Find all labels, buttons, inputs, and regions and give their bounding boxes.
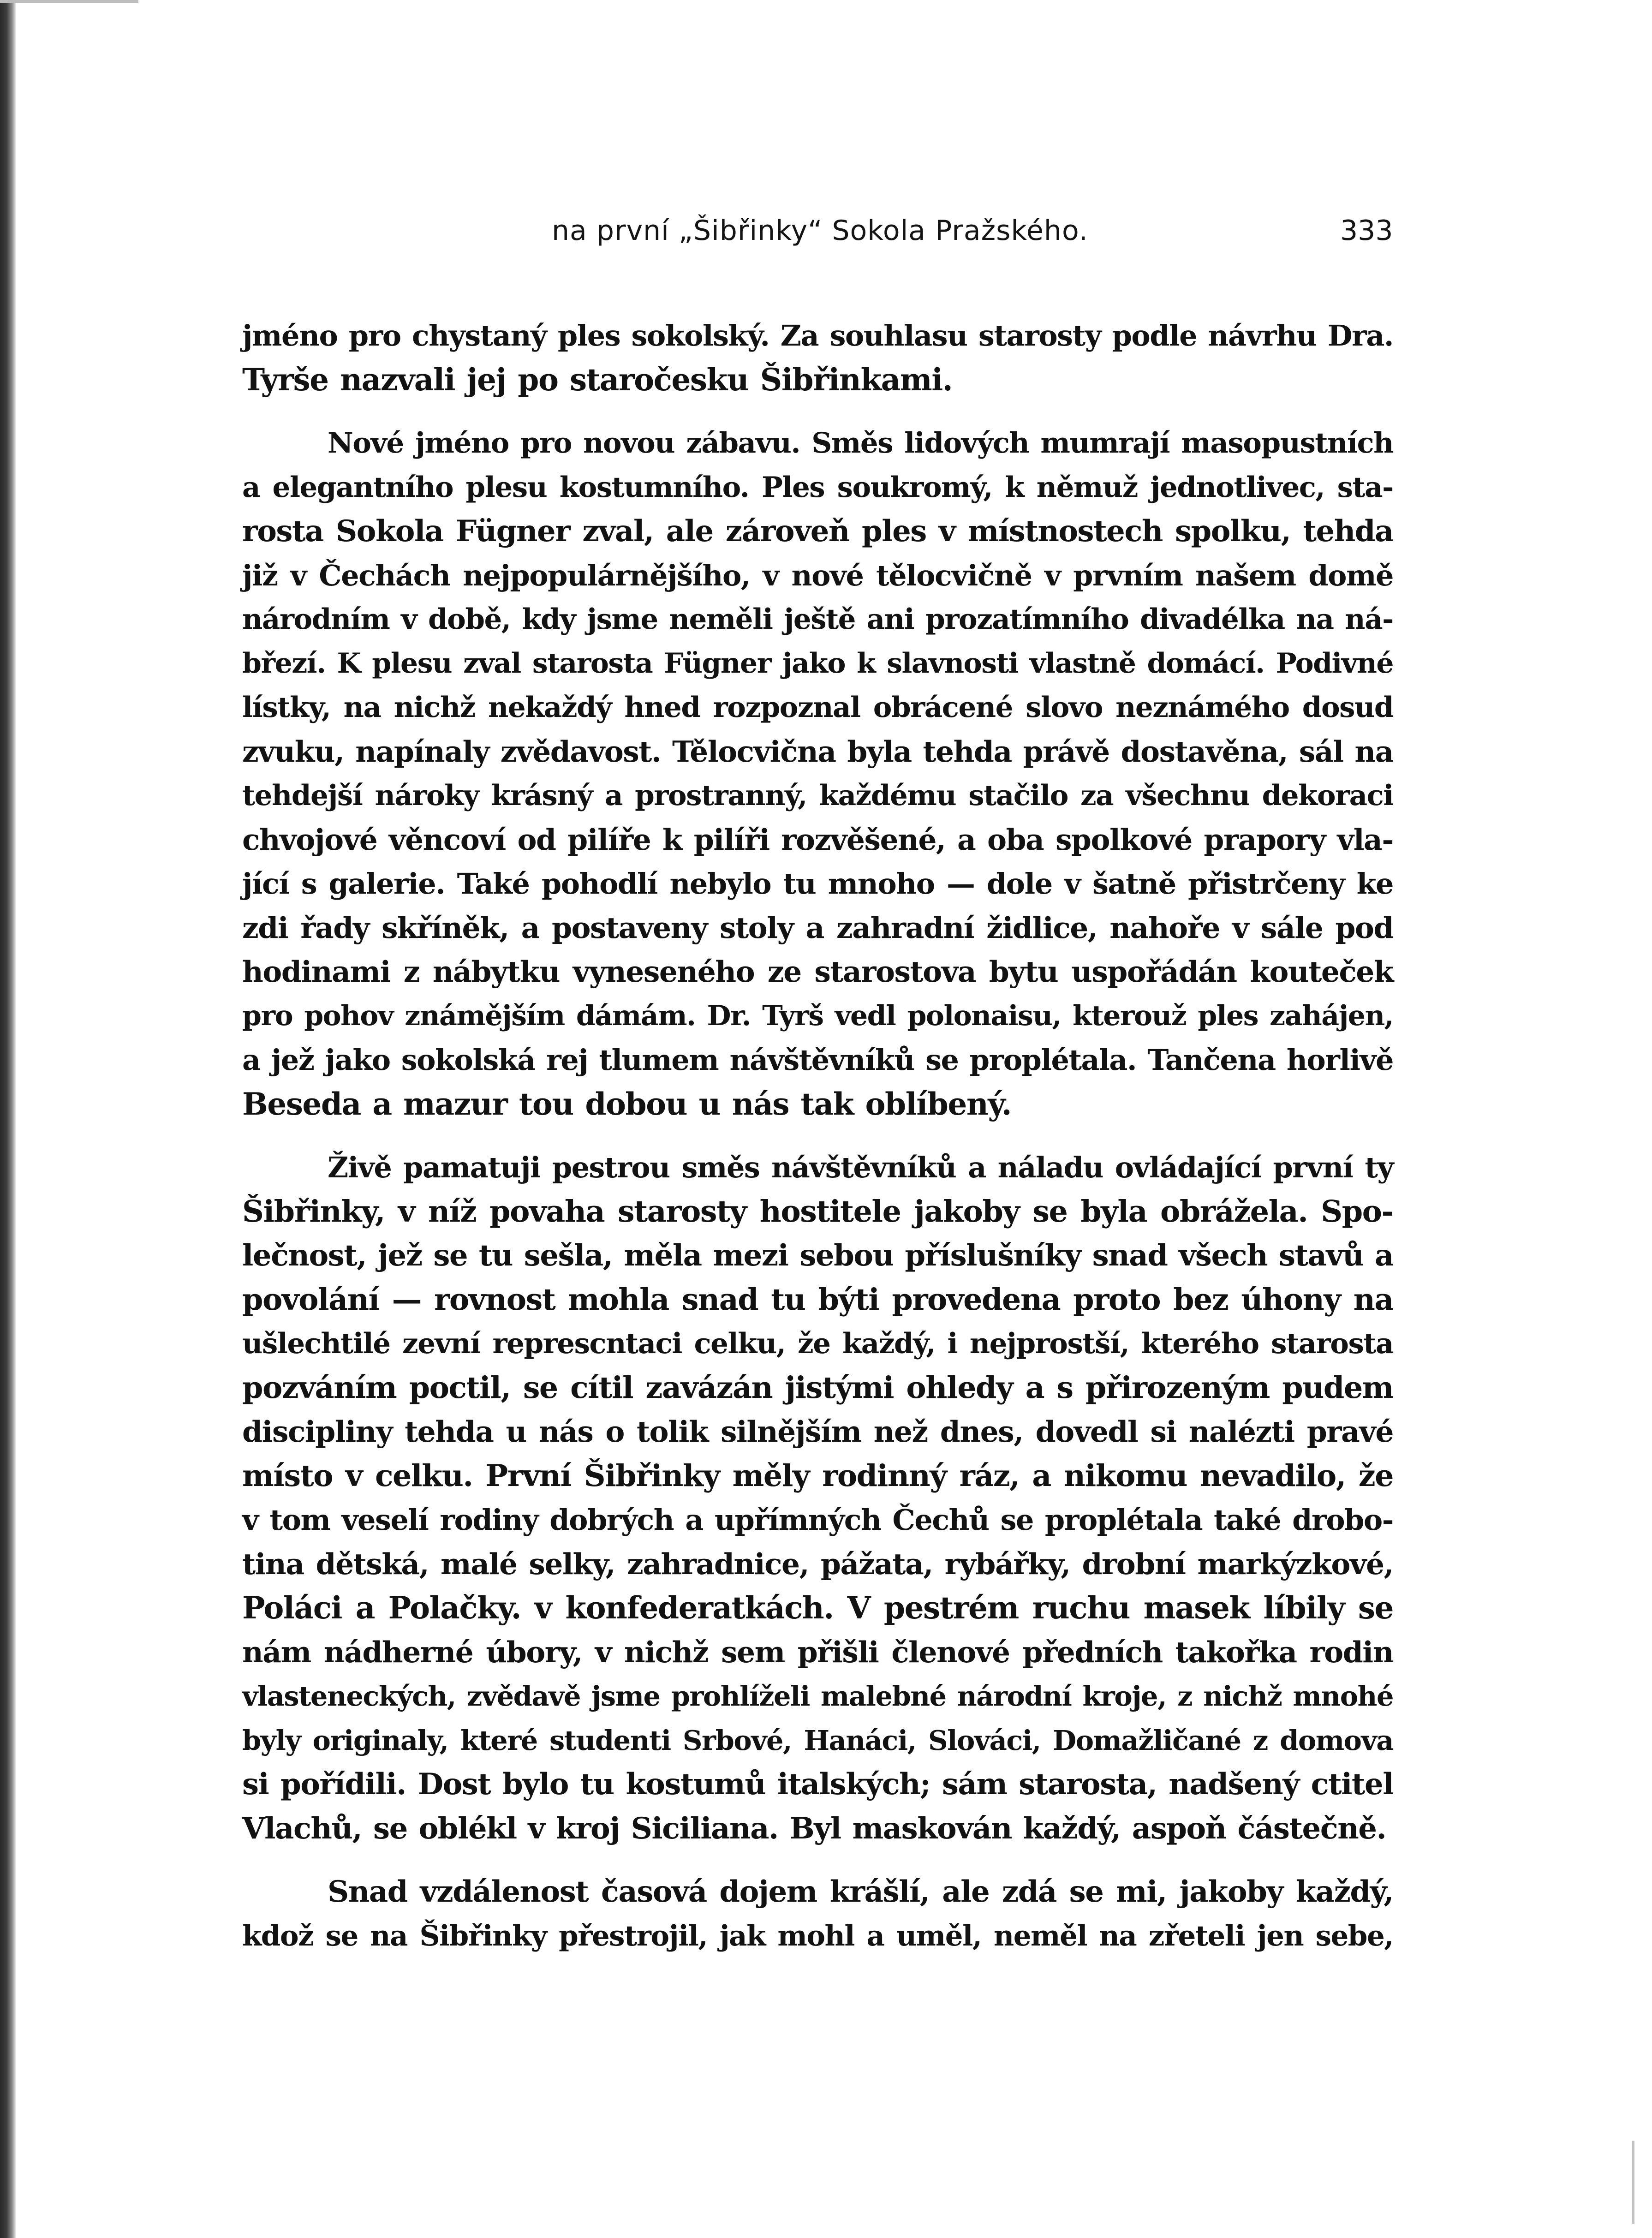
text-line: Šibřinky, v níž povaha starosty hostitele jakoby se byla obrážela. Spo- — [242, 1194, 1393, 1229]
text-line: březí. K plesu zval starosta Fügner jako k slavnosti vlastně domácí. Podivné — [242, 647, 1393, 680]
text-line: místo v celku. První Šibřinky měly rodinný ráz, a nikomu nevadilo, že — [242, 1458, 1393, 1493]
text-line: kdož se na Šibřinky přestrojil, jak mohl a uměl, neměl na zřeteli jen sebe, — [242, 1919, 1393, 1952]
text-line: lístky, na nichž nekaždý hned rozpoznal obrácené slovo neznámého dosud — [242, 691, 1393, 724]
text-line: si pořídili. Dost bylo tu kostumů italských; sám starosta, nadšený ctitel — [242, 1767, 1393, 1802]
text-line: a jež jako sokolská rej tlumem návštěvníků se proplétala. Tančena horlivě — [242, 1043, 1393, 1077]
paragraph-2 — [242, 421, 1393, 1126]
text-line: byly originaly, které studenti Srbové, Hanáci, Slováci, Domažličané z domova — [242, 1724, 1393, 1756]
book-spine-shadow — [0, 0, 16, 2238]
text-line: jící s galerie. Také pohodlí nebylo tu mnoho — dole v šatně přistrčeny ke — [242, 867, 1393, 901]
text-line: zdi řady skříněk, a postaveny stoly a zahradní židlice, nahoře v sále pod — [242, 910, 1393, 945]
text-line: Poláci a Polačky. v konfederatkách. V pestrém ruchu masek líbily se — [242, 1590, 1393, 1626]
text-line: Snad vzdálenost časová dojem krášlí, ale zdá se mi, jakoby každý, — [328, 1874, 1393, 1909]
text-line: Tyrše nazvali jej po staročesku Šibřinkami. — [242, 361, 953, 398]
text-line: chvojové věncoví od pilíře k pilíři rozvěšené, a oba spolkové prapory vla- — [242, 822, 1393, 857]
text-line: tehdejší nároky krásný a prostranný, každému stačilo za všechnu dekoraci — [242, 779, 1393, 812]
page-number: 333 — [1340, 215, 1393, 247]
text-line: jméno pro chystaný ples sokolský. Za souhlasu starosty podle návrhu Dra. — [242, 319, 1393, 352]
text-line: Živě pamatuji pestrou směs návštěvníků a náladu ovládající první ty — [328, 1151, 1393, 1184]
text-line: rosta Sokola Fügner zval, ale zároveň ples v místnostech spolku, tehda — [242, 514, 1393, 549]
text-line: pro pohov známějším dámám. Dr. Tyrš vedl polonaisu, kterouž ples zahájen, — [242, 999, 1393, 1032]
text-line: národním v době, kdy jsme neměli ještě ani prozatímního divadélka na ná- — [242, 603, 1393, 636]
text-line: v tom veselí rodiny dobrých a upřímných Čechů se proplétala také drobo- — [242, 1503, 1393, 1537]
text-line: povolání — rovnost mohla snad tu býti provedena proto bez úhony na — [242, 1282, 1393, 1317]
text-line: vlasteneckých, zvědavě jsme prohlíželi malebné národní kroje, z nichž mnohé — [242, 1680, 1393, 1712]
text-line: lečnost, jež se tu sešla, měla mezi sebou příslušníky snad všech stavů a — [242, 1238, 1393, 1273]
paragraph-1 — [242, 314, 1393, 402]
text-line: a elegantního plesu kostumního. Ples soukromý, k němuž jednotlivec, sta- — [242, 471, 1393, 504]
paragraph-3 — [242, 1146, 1393, 1850]
text-line: již v Čechách nejpopulárnějšího, v nové tělocvičně v prvním našem domě — [242, 558, 1393, 592]
text-line: nám nádherné úbory, v nichž sem přišli členové předních takořka rodin — [242, 1635, 1393, 1669]
running-header — [0, 208, 1652, 258]
text-line: discipliny tehda u nás o tolik silnějším než dnes, dovedl si nalézti pravé — [242, 1414, 1393, 1449]
text-line: Nové jméno pro novou zábavu. Směs lidových mumrají masopustních — [328, 427, 1393, 460]
text-line: tina dětská, malé selky, zahradnice, pážata, rybářky, drobní markýzkové, — [242, 1546, 1393, 1581]
running-title: na první „Šibřinky“ Sokola Pražského. — [552, 215, 1088, 247]
page-edge-mark — [0, 0, 138, 3]
text-line: Vlachů, se oblékl v kroj Siciliana. Byl maskován každý, aspoň částečně. — [242, 1811, 1386, 1846]
body-text — [242, 314, 1393, 1958]
text-line: hodinami z nábytku vyneseného ze starostova bytu uspořádán koutеček — [242, 955, 1393, 989]
text-line: ušlechtilé zevní represcntaci celku, že každý, i nejprostší, kterého starosta — [242, 1327, 1393, 1360]
text-line: zvuku, napínaly zvědavost. Tělocvična byla tehda právě dostavěna, sál na — [242, 734, 1393, 769]
text-line: Beseda a mazur tou dobou u nás tak oblíbený. — [242, 1086, 1012, 1122]
page-edge-mark-right — [1632, 2141, 1634, 2224]
paragraph-4 — [242, 1870, 1393, 1958]
text-line: pozváním poctil, se cítil zavázán jistými ohledy a s přirozeným pudem — [242, 1370, 1393, 1405]
